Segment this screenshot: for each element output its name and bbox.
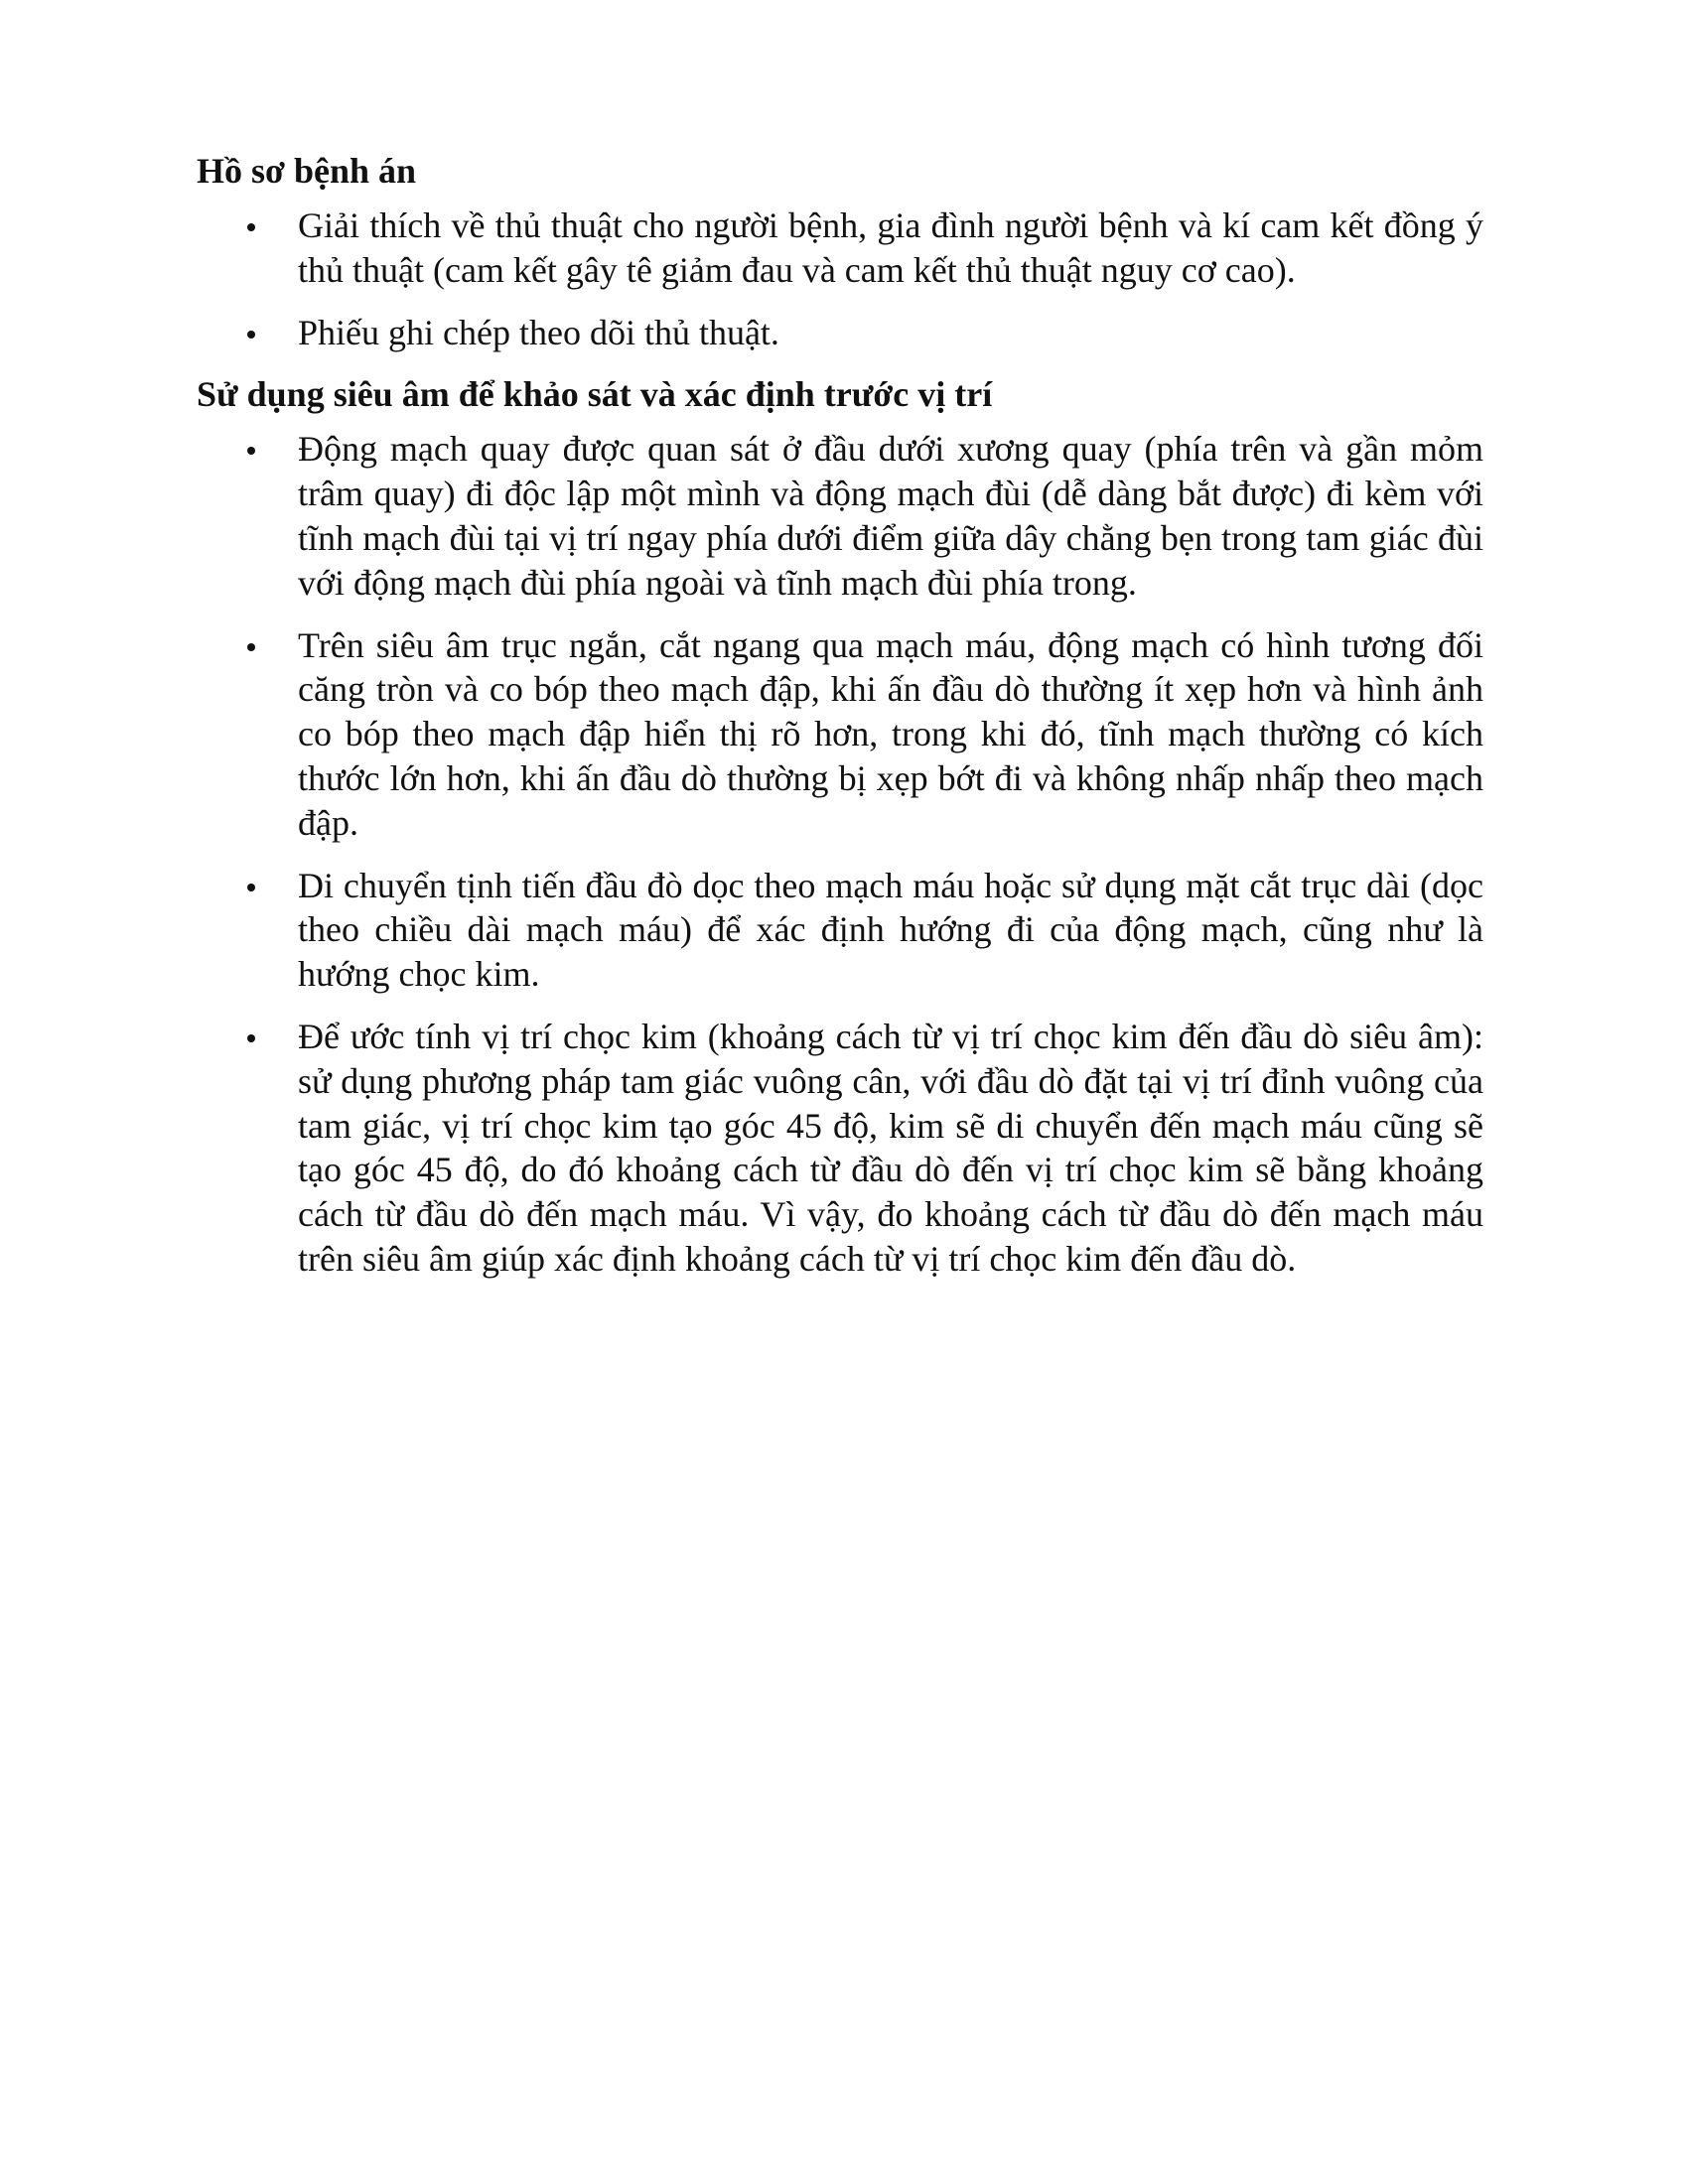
bullet-icon: [247, 884, 255, 891]
list-item-text: Di chuyển tịnh tiến đầu đò dọc theo mạch máu hoặc sử dụng mặt cắt trục dài (dọc theo chiều dài mạch máu) để xác định hướng đi của động mạch, cũng như là hướng chọc kim.: [298, 865, 1483, 995]
bullet-icon: [247, 331, 255, 339]
section-heading-ultrasound: Sử dụng siêu âm để khảo sát và xác định trước vị trí: [197, 374, 993, 415]
bullet-list-ultrasound: [197, 427, 1487, 1281]
list-item: [197, 311, 1487, 355]
document-page: [197, 149, 1487, 1299]
list-item-text: Động mạch quay được quan sát ở đầu dưới xương quay (phía trên và gần mỏm trâm quay) đi độc lập một mình và động mạch đùi (dễ dàng bắt được) đi kèm với tĩnh mạch đùi tại vị trí ngay phía dưới điểm giữa dây chằng bẹn trong tam giác đùi với động mạch đùi phía ngoài và tĩnh mạch đùi phía trong.: [298, 429, 1483, 603]
list-item: [197, 427, 1487, 605]
list-item: [197, 864, 1487, 997]
bullet-list-medical-record: [197, 204, 1487, 354]
bullet-icon: [247, 447, 255, 455]
list-item: [197, 204, 1487, 293]
list-item-text: Giải thích về thủ thuật cho người bệnh, gia đình người bệnh và kí cam kết đồng ý thủ thuật (cam kết gây tê giảm đau và cam kết thủ thuật nguy cơ cao).: [298, 205, 1483, 290]
section-heading-medical-record: Hồ sơ bệnh án: [197, 151, 417, 191]
bullet-icon: [247, 1034, 255, 1042]
list-item-text: Phiếu ghi chép theo dõi thủ thuật.: [298, 312, 779, 352]
list-item: [197, 623, 1487, 846]
list-item-text: Để ước tính vị trí chọc kim (khoảng cách từ vị trí chọc kim đến đầu dò siêu âm): sử dụng phương pháp tam giác vuông cân, với đầu dò đặt tại vị trí đỉnh vuông của tam giác, vị trí chọc kim tạo góc 45 độ, kim sẽ di chuyển đến mạch máu cũng sẽ tạo góc 45 độ, do đó khoảng cách từ đầu dò đến vị trí chọc kim sẽ bằng khoảng cách từ đầu dò đến mạch máu. Vì vậy, đo khoảng cách từ đầu dò đến mạch máu trên siêu âm giúp xác định khoảng cách từ vị trí chọc kim đến đầu dò.: [298, 1016, 1483, 1279]
bullet-icon: [247, 643, 255, 651]
bullet-icon: [247, 223, 255, 231]
list-item-text: Trên siêu âm trục ngắn, cắt ngang qua mạch máu, động mạch có hình tương đối căng tròn và co bóp theo mạch đập, khi ấn đầu dò thường ít xẹp hơn và hình ảnh co bóp theo mạch đập hiển thị rõ hơn, trong khi đó, tĩnh mạch thường có kích thước lớn hơn, khi ấn đầu dò thường bị xẹp bớt đi và không nhấp nhấp theo mạch đập.: [298, 624, 1483, 843]
list-item: [197, 1015, 1487, 1282]
